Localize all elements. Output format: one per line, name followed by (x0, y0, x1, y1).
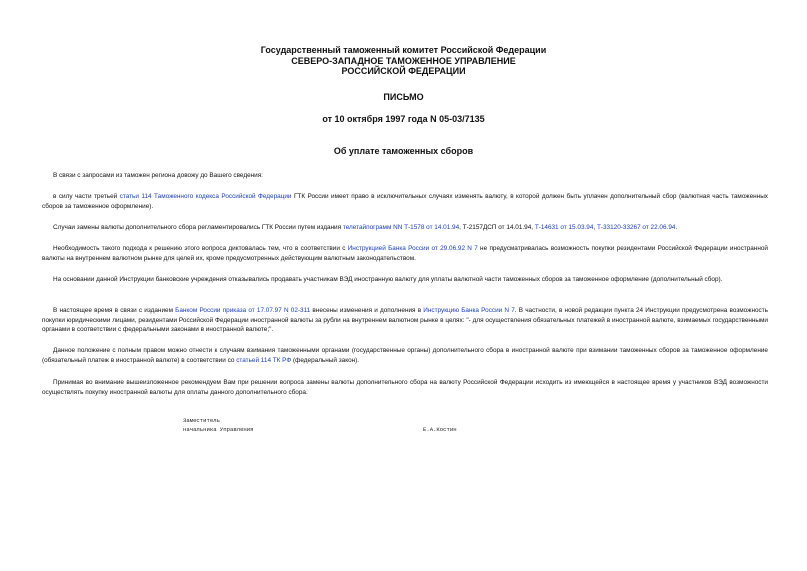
paragraph-3 (42, 223, 768, 233)
link-teletype-t1578[interactable]: телетайпограмм NN Т-1578 от 14.01.94 (342, 224, 460, 231)
doc-subject: Об уплате таможенных сборов (333, 146, 474, 156)
link-teletype-t33120[interactable]: Т-33120-33267 от 22.06.94 (596, 224, 676, 231)
paragraph-8: Принимая во внимание вышеизложенное рекомендуем Вам при решении вопроса замены валюты дополнительного сбора на валюту Российской Федерации исходить из имеющейся в настоящее время у участников ВЭД возможности осуществлять покупку иностранной валюты для оплаты данного дополнительного сбора. (42, 379, 768, 396)
link-bank-instruction-7[interactable]: Инструкцией Банка России от 29.06.92 N 7 (347, 245, 478, 252)
link-article-114-customs-code[interactable]: статьи 114 Таможенного кодекса Российской Федерации (119, 193, 292, 200)
paragraph-4 (42, 244, 768, 263)
paragraph-6-text-1: В настоящее время в связи с изданием (53, 307, 176, 314)
paragraph-6 (42, 306, 768, 335)
paragraph-7-text-1: Данное положение с полным правом можно отнести к случаям взимания таможенными органами (государственные органы) дополнительного сбора в иностранной валюте при взимании таможенных сборов за таможенное оформление (обязательный платеж в иностранной валюте) в соответствии со (42, 347, 768, 364)
signature-title-line-1: Заместитель (183, 417, 220, 424)
paragraph-7 (42, 346, 768, 365)
paragraph-6-text-2: внесены изменения и дополнения в (310, 307, 424, 314)
paragraph-2-text-2: ГТК России имеет право в исключительных случаях изменять валюту, в которой должен быть уплачен дополнительный сбор (валютная часть таможенных сборов за таможенное оформление). (42, 193, 768, 210)
paragraph-4-text-1: Необходимость такого подхода к решению этого вопроса диктовалась тем, что в соответствии с (53, 245, 348, 252)
paragraph-1: В связи с запросами из таможен региона довожу до Вашего сведения: (53, 172, 263, 179)
paragraph-2-text-1: в силу части третьей (53, 193, 120, 200)
link-article-114-tk-rf[interactable]: статьей 114 ТК РФ (236, 356, 292, 364)
paragraph-6-text-3: . В частности, в новой редакции пункта 24 Инструкции предусмотрена возможность покупки юридическими лицами, резидентами Российской Федерации иностранной валюты за рубли на внутреннем валютном рынке в целях: "- для осуществления обязательных платежей в иностранной валюте, взимаемых государственными органами в соответствии с федеральными законами в иностранной валюте;". (42, 307, 768, 334)
paragraph-2 (42, 192, 768, 211)
issuer-line-2: СЕВЕРО-ЗАПАДНОЕ ТАМОЖЕННОЕ УПРАВЛЕНИЕ (291, 55, 516, 66)
signature-name: Е.А.Костин (423, 426, 457, 433)
issuer-line-3: РОССИЙСКОЙ ФЕДЕРАЦИИ (341, 66, 466, 76)
paragraph-3-text-3: , (593, 224, 597, 231)
paragraph-4-text-2: не предусматривалась возможность покупки резидентами Российской Федерации иностранной валюты на внутреннем валютном рынке для целей их, кроме предусмотренных действующим валютным законодательством. (42, 245, 768, 262)
issuer-line-1: Государственный таможенный комитет Российской Федерации (260, 45, 547, 55)
link-teletype-t14631[interactable]: Т-14631 от 15.03.94 (534, 224, 594, 231)
paragraph-7-text-2: (федеральный закон). (291, 356, 360, 364)
doc-type: ПИСЬМО (383, 92, 424, 102)
link-bank-order-02-311[interactable]: Банком России приказа от 17.07.97 N 02-311 (175, 307, 311, 314)
paragraph-5: На основании данной Инструкции банковские учреждения отказывались продавать участникам ВЭД иностранную валюту для уплаты валютной части таможенных сборов за таможенное оформление (дополнительный сбор). (53, 276, 723, 283)
link-bank-instruction-n7[interactable]: Инструкцию Банка России N 7 (423, 307, 515, 314)
issuer-block (0, 45, 807, 77)
signature-title-line-2: начальника Управления (183, 426, 254, 433)
paragraph-3-text-2: , Т-2157ДСП от 14.01.94, (459, 224, 535, 231)
doc-date-number: от 10 октября 1997 года N 05-03/7135 (322, 114, 485, 124)
paragraph-3-text-4: . (675, 224, 678, 231)
paragraph-3-text-1: Случаи замены валюты дополнительного сбора регламентировались ГТК России путем издания (53, 224, 343, 231)
